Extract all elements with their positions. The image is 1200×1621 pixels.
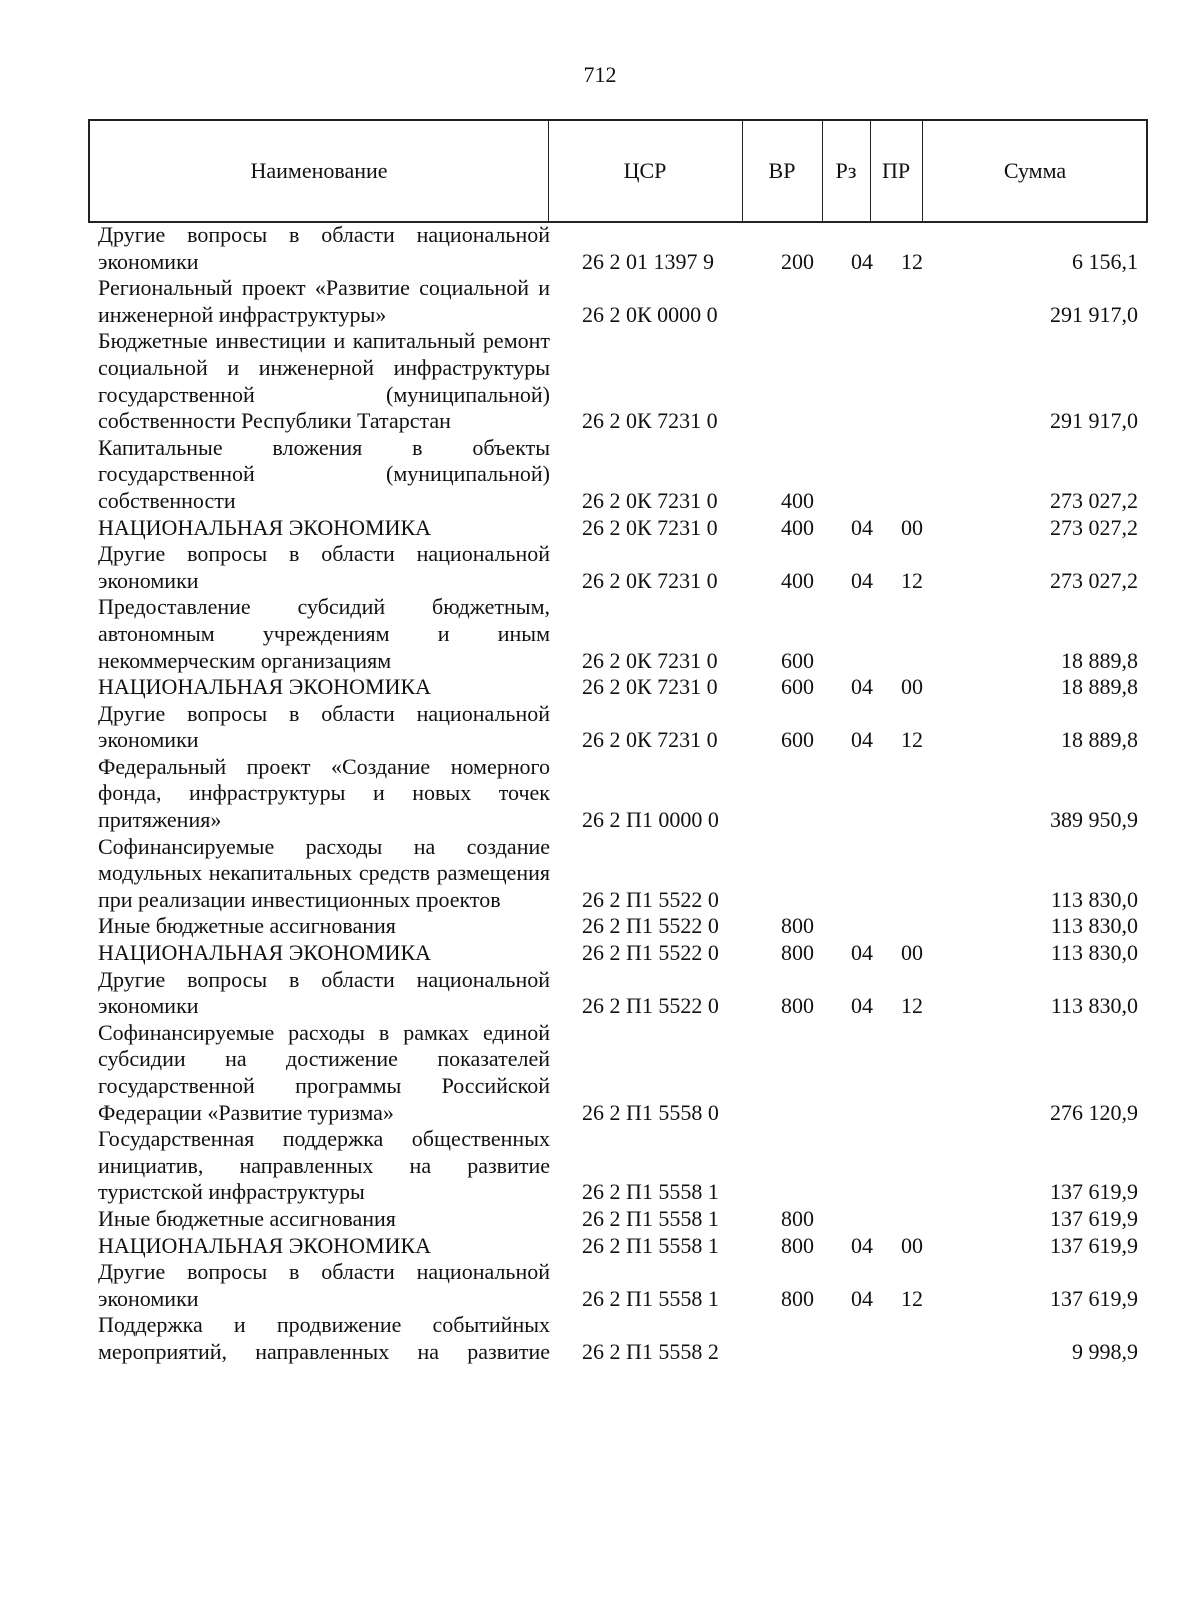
row-name: НАЦИОНАЛЬНАЯ ЭКОНОМИКА [98, 1232, 432, 1258]
row-name: НАЦИОНАЛЬНАЯ ЭКОНОМИКА [98, 940, 432, 966]
row-sum: 113 830,0 [1050, 993, 1138, 1019]
row-vr: 800 [781, 1285, 814, 1311]
row-pr: 00 [901, 514, 923, 540]
row-sum: 18 889,8 [1061, 674, 1138, 700]
row-rz: 04 [851, 567, 873, 593]
row-sum: 137 619,9 [1050, 1285, 1138, 1311]
row-csr: 26 2 П1 5522 0 [582, 940, 719, 966]
row-csr: 26 2 0К 7231 0 [582, 408, 718, 434]
row-vr: 400 [781, 567, 814, 593]
row-vr: 400 [781, 487, 814, 513]
row-sum: 9 998,9 [1072, 1338, 1138, 1364]
row-csr: 26 2 П1 5522 0 [582, 993, 719, 1019]
row-csr: 26 2 0К 7231 0 [582, 727, 718, 753]
row-csr: 26 2 0К 7231 0 [582, 674, 718, 700]
table-body [98, 222, 1138, 1366]
row-csr: 26 2 0К 7231 0 [582, 514, 718, 540]
table-row [98, 913, 1138, 940]
row-sum: 18 889,8 [1061, 727, 1138, 753]
column-header-name: Наименование [250, 158, 388, 183]
row-csr: 26 2 01 1397 9 [582, 248, 714, 274]
row-csr: 26 2 П1 5558 1 [582, 1179, 719, 1205]
table-row [98, 1233, 1138, 1260]
column-header-rz: Рз [835, 158, 857, 183]
row-csr: 26 2 0К 7231 0 [582, 647, 718, 673]
row-sum: 113 830,0 [1050, 913, 1138, 939]
column-header-vr: ВР [768, 158, 796, 183]
row-sum: 137 619,9 [1050, 1179, 1138, 1205]
row-name: Федеральный проект «Создание номерного фонда, инфраструктуры и новых точек притяжения» [98, 753, 550, 833]
row-csr: 26 2 П1 5558 1 [582, 1232, 719, 1258]
column-header-sum: Сумма [1003, 158, 1067, 183]
row-csr: 26 2 П1 5558 0 [582, 1099, 719, 1125]
column-header-pr: ПР [881, 158, 911, 183]
row-sum: 273 027,2 [1050, 514, 1138, 540]
row-csr: 26 2 0К 0000 0 [582, 301, 718, 327]
table-row [98, 275, 1138, 328]
table-row [98, 435, 1138, 515]
row-sum: 113 830,0 [1050, 886, 1138, 912]
row-vr: 800 [781, 940, 814, 966]
row-name: Предоставление субсидий бюджетным, автономным учреждениям и иным некоммерческим организациям [98, 594, 550, 673]
row-name: НАЦИОНАЛЬНАЯ ЭКОНОМИКА [98, 514, 432, 540]
row-rz: 04 [851, 727, 873, 753]
row-name: Другие вопросы в области национальной экономики [98, 541, 550, 593]
row-sum: 113 830,0 [1050, 940, 1138, 966]
row-vr: 600 [781, 674, 814, 700]
row-csr: 26 2 П1 5558 1 [582, 1285, 719, 1311]
row-csr: 26 2 0К 7231 0 [582, 487, 718, 513]
row-name: Другие вопросы в области национальной экономики [98, 700, 550, 753]
row-csr: 26 2 П1 5522 0 [582, 913, 719, 939]
row-pr: 12 [901, 993, 923, 1019]
table-row [98, 1312, 1138, 1365]
row-sum: 6 156,1 [1072, 248, 1138, 274]
column-header-csr: ЦСР [623, 158, 667, 183]
table-header [88, 119, 1148, 223]
row-csr: 26 2 П1 5522 0 [582, 886, 719, 912]
row-rz: 04 [851, 1232, 873, 1258]
row-rz: 04 [851, 993, 873, 1019]
table-row [98, 594, 1138, 674]
row-pr: 12 [901, 248, 923, 274]
table-row [98, 515, 1138, 542]
row-rz: 04 [851, 514, 873, 540]
row-name: Другие вопросы в области национальной экономики [98, 966, 550, 1019]
row-name: Софинансируемые расходы в рамках единой субсидии на достижение показателей государственной программы Российской Федерации «Развитие туризма» [98, 1019, 550, 1125]
row-name: Поддержка и продвижение событийных мероприятий, направленных на развитие [98, 1312, 550, 1364]
table-row [98, 940, 1138, 967]
table-row [98, 1020, 1138, 1126]
row-vr: 400 [781, 514, 814, 540]
row-name: Капитальные вложения в объекты государственной (муниципальной) собственности [98, 434, 550, 513]
row-vr: 600 [781, 727, 814, 753]
row-csr: 26 2 П1 5558 2 [582, 1338, 719, 1364]
row-vr: 800 [781, 1205, 814, 1231]
row-sum: 291 917,0 [1050, 301, 1138, 327]
row-name: Иные бюджетные ассигнования [98, 1205, 396, 1231]
row-name: Софинансируемые расходы на создание модульных некапитальных средств размещения при реализации инвестиционных проектов [98, 833, 550, 912]
table-row [98, 328, 1138, 434]
row-csr: 26 2 П1 0000 0 [582, 807, 719, 833]
page-number: 712 [583, 62, 617, 87]
row-vr: 600 [781, 647, 814, 673]
row-csr: 26 2 П1 5558 1 [582, 1205, 719, 1231]
table-row [98, 1259, 1138, 1312]
table-row [98, 1126, 1138, 1206]
table-row [98, 222, 1138, 275]
row-sum: 273 027,2 [1050, 567, 1138, 593]
row-rz: 04 [851, 248, 873, 274]
row-pr: 12 [901, 727, 923, 753]
row-name: Другие вопросы в области национальной экономики [98, 1259, 550, 1311]
row-sum: 18 889,8 [1061, 647, 1138, 673]
row-rz: 04 [851, 674, 873, 700]
table-row [98, 1206, 1138, 1233]
row-name: Региональный проект «Развитие социальной и инженерной инфраструктуры» [98, 275, 550, 327]
row-vr: 800 [781, 1232, 814, 1258]
row-vr: 800 [781, 913, 814, 939]
row-name: НАЦИОНАЛЬНАЯ ЭКОНОМИКА [98, 674, 432, 700]
row-sum: 389 950,9 [1050, 807, 1138, 833]
table-row [98, 967, 1138, 1020]
row-pr: 12 [901, 567, 923, 593]
row-sum: 137 619,9 [1050, 1205, 1138, 1231]
row-name: Государственная поддержка общественных инициатив, направленных на развитие туристской инфраструктуры [98, 1126, 550, 1205]
row-name: Бюджетные инвестиции и капитальный ремонт социальной и инженерной инфраструктуры государственной (муниципальной) собственности Республики Татарстан [98, 328, 550, 434]
row-name: Иные бюджетные ассигнования [98, 913, 396, 939]
row-rz: 04 [851, 940, 873, 966]
row-pr: 00 [901, 940, 923, 966]
table-row [98, 701, 1138, 754]
table-row [98, 674, 1138, 701]
row-sum: 291 917,0 [1050, 408, 1138, 434]
row-sum: 273 027,2 [1050, 487, 1138, 513]
row-csr: 26 2 0К 7231 0 [582, 567, 718, 593]
row-vr: 800 [781, 993, 814, 1019]
row-pr: 12 [901, 1285, 923, 1311]
row-pr: 00 [901, 1232, 923, 1258]
table-row [98, 541, 1138, 594]
row-sum: 276 120,9 [1050, 1099, 1138, 1125]
row-vr: 200 [781, 248, 814, 274]
row-pr: 00 [901, 674, 923, 700]
row-sum: 137 619,9 [1050, 1232, 1138, 1258]
row-rz: 04 [851, 1285, 873, 1311]
table-row [98, 834, 1138, 914]
table-row [98, 754, 1138, 834]
row-name: Другие вопросы в области национальной экономики [98, 222, 550, 274]
